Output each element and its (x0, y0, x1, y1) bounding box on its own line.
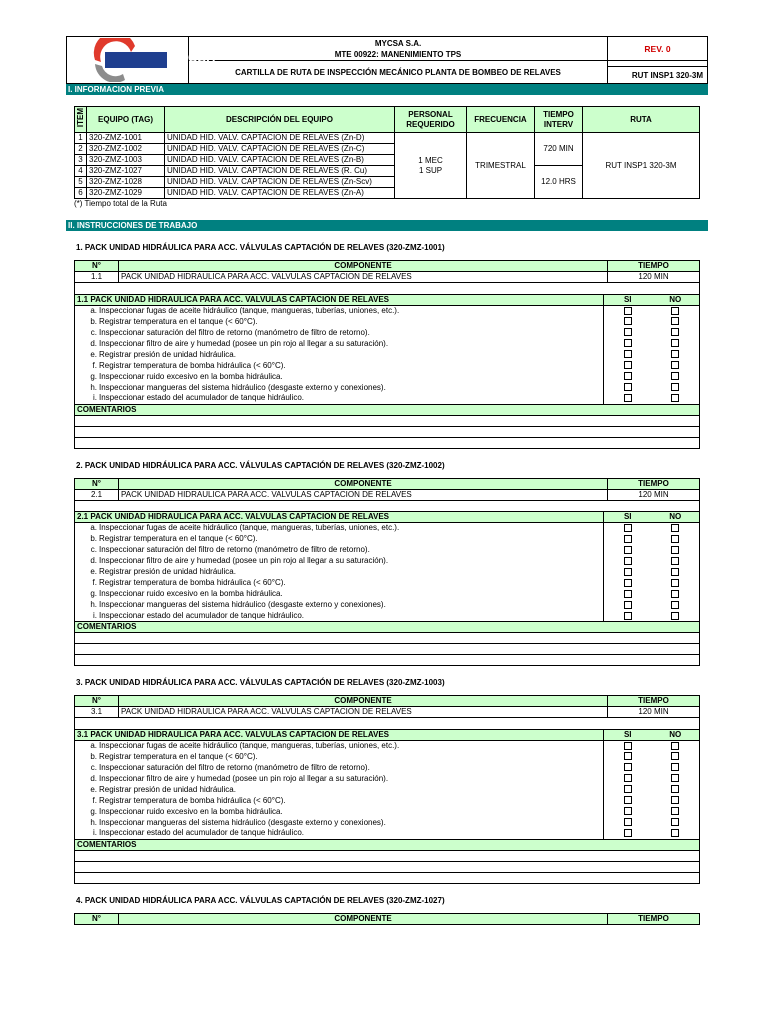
task-text: Registrar temperatura en el tanque (< 60°C). (99, 316, 258, 326)
yes-checkbox[interactable] (624, 535, 632, 543)
checklist-item (75, 600, 700, 611)
task-text: Inspeccionar saturación del filtro de retorno (manómetro de filtro de retorno). (99, 327, 370, 337)
checklist-item (75, 578, 700, 589)
checklist-item (75, 545, 700, 556)
yes-checkbox[interactable] (624, 763, 632, 771)
no-checkbox[interactable] (671, 524, 679, 532)
yes-checkbox[interactable] (624, 557, 632, 565)
task-letter: h. (90, 817, 97, 827)
checklist-item (75, 382, 700, 393)
col-time: TIEMPO INTERV (535, 107, 583, 133)
col-description: DESCRIPCIÓN DEL EQUIPO (165, 107, 395, 133)
task-letter: i. (93, 610, 97, 620)
no-checkbox[interactable] (671, 612, 679, 620)
document-header (66, 36, 708, 84)
task-letter: a. (90, 305, 97, 315)
task-text: Registrar temperatura de bomba hidráulica (< 60°C). (99, 578, 286, 587)
no-checkbox[interactable] (671, 774, 679, 782)
table-row: 6 320-ZMZ-1029 UNIDAD HID. VALV. CAPTACION DE RELAVES (Zn-A) (75, 188, 700, 199)
comment-line[interactable] (75, 633, 700, 644)
yes-checkbox[interactable] (624, 546, 632, 554)
comment-line[interactable] (75, 850, 700, 861)
table-row: 3.1 PACK UNIDAD HIDRAULICA PARA ACC. VALVULAS CAPTACION DE RELAVES 120 MIN (75, 707, 700, 718)
task-letter: c. (90, 762, 97, 772)
task-text: Registrar temperatura en el tanque (< 60°C). (99, 751, 258, 761)
task-letter: g. (90, 806, 97, 816)
route-value: RUT INSP1 320-3M (583, 133, 700, 199)
instruction-block (66, 449, 708, 667)
table-row: 3 320-ZMZ-1003 UNIDAD HID. VALV. CAPTACION DE RELAVES (Zn-B) (75, 155, 700, 166)
route-code: RUT INSP1 320-3M (631, 70, 703, 80)
checklist-item (75, 360, 700, 371)
checklist-table: 3.1 PACK UNIDAD HIDRAULICA PARA ACC. VALVULAS CAPTACION DE RELAVES SI NO a. Inspeccionar fugas de aceite hidráulico (tanque, mangueras, tuberías, uniones, etc.). b. Registrar temperatura en el tanque (< 60°C). c. Inspeccionar saturación del filtro de retorno (manómetro de filtro de retorno). d. Inspeccionar filtro de aire y humedad (posee un pin rojo al llegar a su saturación). e. Registrar presión de unidad hidráulica. f. Registrar temperatura de bomba hidráulica (< 60°C). g. Inspeccionar ruido excesivo en la bomba hidráulica. h. Inspeccionar mangueras del sistema hidráulico (desgaste externo y conexiones). i. Inspeccionar estado del acumulador de tanque hidráulico. COMENTARIOS (74, 729, 700, 884)
document-page (66, 36, 708, 925)
checklist-item (75, 795, 700, 806)
no-checkbox[interactable] (671, 590, 679, 598)
no-checkbox[interactable] (671, 742, 679, 750)
yes-checkbox[interactable] (624, 579, 632, 587)
comment-line[interactable] (75, 415, 700, 426)
instruction-blocks (66, 231, 708, 884)
block-title: 4. PACK UNIDAD HIDRÁULICA PARA ACC. VÁLVULAS CAPTACIÓN DE RELAVES (320-ZMZ-1027) (76, 895, 445, 905)
no-checkbox[interactable] (671, 383, 679, 391)
checklist-item (75, 556, 700, 567)
checklist-item (75, 338, 700, 349)
no-checkbox[interactable] (671, 568, 679, 576)
task-letter: g. (90, 589, 97, 598)
yes-checkbox[interactable] (624, 601, 632, 609)
col-item: ITEM (75, 108, 85, 128)
comments-label: COMENTARIOS (75, 839, 700, 850)
yes-checkbox[interactable] (624, 339, 632, 347)
yes-checkbox[interactable] (624, 829, 632, 837)
checklist-item (75, 762, 700, 773)
yes-checkbox[interactable] (624, 317, 632, 325)
task-letter: g. (90, 371, 97, 381)
task-text: Registrar presión de unidad hidráulica. (99, 784, 236, 794)
no-checkbox[interactable] (671, 339, 679, 347)
no-checkbox[interactable] (671, 361, 679, 369)
task-letter: i. (93, 393, 97, 403)
section-info-band: I. INFORMACION PREVIA (66, 84, 708, 95)
col-route: RUTA (583, 107, 700, 133)
checklist-item (75, 523, 700, 534)
table-row: 2 320-ZMZ-1002 UNIDAD HID. VALV. CAPTACION DE RELAVES (Zn-C) (75, 144, 700, 155)
yes-checkbox[interactable] (624, 742, 632, 750)
comment-line[interactable] (75, 655, 700, 666)
checklist-item (75, 327, 700, 338)
block-title: 1. PACK UNIDAD HIDRÁULICA PARA ACC. VÁLVULAS CAPTACIÓN DE RELAVES (320-ZMZ-1001) (76, 243, 445, 252)
comment-line[interactable] (75, 872, 700, 883)
component-table: N° COMPONENTE TIEMPO (74, 913, 700, 925)
task-text: Inspeccionar ruido excesivo en la bomba hidráulica. (99, 371, 283, 381)
checklist-item (75, 371, 700, 382)
document-code: MTE 00922: MANENIMIENTO TPS (334, 50, 462, 59)
task-text: Inspeccionar fugas de aceite hidráulico (tanque, mangueras, tuberías, uniones, etc.). (99, 740, 400, 750)
task-text: Inspeccionar ruido excesivo en la bomba hidráulica. (99, 806, 283, 816)
task-text: Inspeccionar estado del acumulador de tanque hidráulico. (99, 393, 305, 403)
no-checkbox[interactable] (671, 350, 679, 358)
no-checkbox[interactable] (671, 328, 679, 336)
yes-checkbox[interactable] (624, 394, 632, 402)
block-title: 2. PACK UNIDAD HIDRÁULICA PARA ACC. VÁLVULAS CAPTACIÓN DE RELAVES (320-ZMZ-1002) (76, 460, 445, 470)
no-checkbox[interactable] (671, 807, 679, 815)
task-text: Inspeccionar ruido excesivo en la bomba hidráulica. (99, 589, 283, 598)
yes-checkbox[interactable] (624, 612, 632, 620)
block-title: 3. PACK UNIDAD HIDRÁULICA PARA ACC. VÁLVULAS CAPTACIÓN DE RELAVES (320-ZMZ-1003) (76, 678, 445, 687)
task-letter: a. (90, 523, 97, 533)
yes-checkbox[interactable] (624, 785, 632, 793)
no-checkbox[interactable] (671, 752, 679, 760)
task-letter: f. (92, 360, 97, 370)
component-table: N° COMPONENTE TIEMPO 2.1 PACK UNIDAD HIDRAULICA PARA ACC. VALVULAS CAPTACION DE RELAVES 120 MIN 2.1 PACK UNIDAD HIDRAULICA PARA ACC. VALVULAS CAPTACION DE RELAVES SI NO a. Inspeccionar fugas de aceite hidráulico (tanque, mangueras, tuberías, uniones, etc.). b. Registrar temperatura en el tanque (< 60°C). c. Inspeccionar saturación del filtro de retorno (manómetro de filtro de retorno). d. Inspeccionar filtro de aire y humedad (posee un pin rojo al llegar a su saturación). e. Registrar presión de unidad hidráulica. f. Registrar temperatura de bomba hidráulica (< 60°C). g. Inspeccionar ruido excesivo en la bomba hidráulica. h. Inspeccionar mangueras del sistema hidráulico (desgaste externo y conexiones). i. Inspeccionar estado del acumulador de tanque hidráulico. COMENTARIOS (74, 478, 700, 667)
yes-checkbox[interactable] (624, 796, 632, 804)
no-checkbox[interactable] (671, 763, 679, 771)
checklist-item (75, 534, 700, 545)
task-text: Inspeccionar saturación del filtro de retorno (manómetro de filtro de retorno). (99, 762, 370, 772)
yes-checkbox[interactable] (624, 568, 632, 576)
task-text: Inspeccionar filtro de aire y humedad (posee un pin rojo al llegar a su saturación). (99, 773, 389, 783)
section-instructions-band: II. INSTRUCCIONES DE TRABAJO (66, 220, 708, 231)
no-checkbox[interactable] (671, 829, 679, 837)
task-text: Inspeccionar fugas de aceite hidráulico (tanque, mangueras, tuberías, uniones, etc.). (99, 523, 400, 533)
task-letter: i. (93, 828, 97, 838)
task-text: Inspeccionar mangueras del sistema hidráulico (desgaste externo y conexiones). (99, 600, 386, 609)
no-checkbox[interactable] (671, 307, 679, 315)
task-text: Inspeccionar saturación del filtro de retorno (manómetro de filtro de retorno). (99, 545, 370, 554)
task-letter: e. (90, 567, 97, 576)
task-letter: d. (90, 338, 97, 348)
no-checkbox[interactable] (671, 394, 679, 402)
no-checkbox[interactable] (671, 796, 679, 804)
task-letter: c. (90, 327, 97, 337)
checklist-item (75, 740, 700, 751)
no-checkbox[interactable] (671, 601, 679, 609)
no-checkbox[interactable] (671, 546, 679, 554)
frequency-value: TRIMESTRAL (467, 133, 535, 199)
task-text: Inspeccionar mangueras del sistema hidráulico (desgaste externo y conexiones). (99, 382, 386, 392)
no-checkbox[interactable] (671, 317, 679, 325)
component-table: N° COMPONENTE TIEMPO 1.1 PACK UNIDAD HIDRAULICA PARA ACC. VALVULAS CAPTACION DE RELAVES 120 MIN 1.1 PACK UNIDAD HIDRAULICA PARA ACC. VALVULAS CAPTACION DE RELAVES SI NO a. Inspeccionar fugas de aceite hidráulico (tanque, mangueras, tuberías, uniones, etc.). b. Registrar temperatura en el tanque (< 60°C). c. Inspeccionar saturación del filtro de retorno (manómetro de filtro de retorno). d. Inspeccionar filtro de aire y humedad (posee un pin rojo al llegar a su saturación). e. Registrar presión de unidad hidráulica. f. Registrar temperatura de bomba hidráulica (< 60°C). g. Inspeccionar ruido excesivo en la bomba hidráulica. h. Inspeccionar mangueras del sistema hidráulico (desgaste externo y conexiones). i. Inspeccionar estado del acumulador de tanque hidráulico. COMENTARIOS (74, 260, 700, 449)
task-letter: b. (90, 316, 97, 326)
task-text: Inspeccionar filtro de aire y humedad (posee un pin rojo al llegar a su saturación). (99, 556, 389, 565)
yes-checkbox[interactable] (624, 807, 632, 815)
yes-checkbox[interactable] (624, 328, 632, 336)
task-letter: f. (92, 578, 97, 587)
document-title: CARTILLA DE RUTA DE INSPECCIÓN MECÁNICO PLANTA DE BOMBEO DE RELAVES (235, 67, 561, 77)
task-text: Registrar temperatura de bomba hidráulica (< 60°C). (99, 360, 286, 370)
yes-checkbox[interactable] (624, 590, 632, 598)
col-tag: EQUIPO (TAG) (87, 107, 165, 133)
total-time-note: (*) Tiempo total de la Ruta (74, 199, 167, 208)
checklist-table: 2.1 PACK UNIDAD HIDRAULICA PARA ACC. VALVULAS CAPTACION DE RELAVES SI NO a. Inspeccionar fugas de aceite hidráulico (tanque, mangueras, tuberías, uniones, etc.). b. Registrar temperatura en el tanque (< 60°C). c. Inspeccionar saturación del filtro de retorno (manómetro de filtro de retorno). d. Inspeccionar filtro de aire y humedad (posee un pin rojo al llegar a su saturación). e. Registrar presión de unidad hidráulica. f. Registrar temperatura de bomba hidráulica (< 60°C). g. Inspeccionar ruido excesivo en la bomba hidráulica. h. Inspeccionar mangueras del sistema hidráulico (desgaste externo y conexiones). i. Inspeccionar estado del acumulador de tanque hidráulico. COMENTARIOS (74, 511, 700, 666)
table-row: 1 320-ZMZ-1001 UNIDAD HID. VALV. CAPTACION DE RELAVES (Zn-D) 1 MEC 1 SUP TRIMESTRAL 720 MIN RUT INSP1 320-3M (75, 133, 700, 144)
equipment-info-table (74, 106, 700, 199)
table-row: 5 320-ZMZ-1028 UNIDAD HID. VALV. CAPTACION DE RELAVES (Zn-Scv) (75, 177, 700, 188)
comments-label: COMENTARIOS (75, 404, 700, 415)
comment-line[interactable] (75, 861, 700, 872)
task-text: Registrar temperatura en el tanque (< 60°C). (99, 534, 258, 543)
personal-required: 1 MEC 1 SUP (395, 133, 467, 199)
checklist-table: 1.1 PACK UNIDAD HIDRAULICA PARA ACC. VALVULAS CAPTACION DE RELAVES SI NO a. Inspeccionar fugas de aceite hidráulico (tanque, mangueras, tuberías, uniones, etc.). b. Registrar temperatura en el tanque (< 60°C). c. Inspeccionar saturación del filtro de retorno (manómetro de filtro de retorno). d. Inspeccionar filtro de aire y humedad (posee un pin rojo al llegar a su saturación). e. Registrar presión de unidad hidráulica. f. Registrar temperatura de bomba hidráulica (< 60°C). g. Inspeccionar ruido excesivo en la bomba hidráulica. h. Inspeccionar mangueras del sistema hidráulico (desgaste externo y conexiones). i. Inspeccionar estado del acumulador de tanque hidráulico. COMENTARIOS (74, 294, 700, 449)
no-checkbox[interactable] (671, 818, 679, 826)
checklist-item (75, 567, 700, 578)
no-checkbox[interactable] (671, 579, 679, 587)
comment-line[interactable] (75, 644, 700, 655)
comments-label: COMENTARIOS (75, 622, 700, 633)
task-letter: f. (92, 795, 97, 805)
task-letter: c. (90, 545, 97, 554)
checklist-item (75, 828, 700, 839)
comment-line[interactable] (75, 437, 700, 448)
yes-checkbox[interactable] (624, 350, 632, 358)
yes-checkbox[interactable] (624, 361, 632, 369)
checklist-item (75, 316, 700, 327)
task-letter: h. (90, 600, 97, 609)
checklist-item (75, 773, 700, 784)
table-row: 2.1 PACK UNIDAD HIDRAULICA PARA ACC. VALVULAS CAPTACION DE RELAVES 120 MIN (75, 489, 700, 500)
checklist-item (75, 806, 700, 817)
yes-checkbox[interactable] (624, 818, 632, 826)
yes-checkbox[interactable] (624, 383, 632, 391)
component-table: N° COMPONENTE TIEMPO 3.1 PACK UNIDAD HIDRAULICA PARA ACC. VALVULAS CAPTACION DE RELAVES 120 MIN 3.1 PACK UNIDAD HIDRAULICA PARA ACC. VALVULAS CAPTACION DE RELAVES SI NO a. Inspeccionar fugas de aceite hidráulico (tanque, mangueras, tuberías, uniones, etc.). b. Registrar temperatura en el tanque (< 60°C). c. Inspeccionar saturación del filtro de retorno (manómetro de filtro de retorno). d. Inspeccionar filtro de aire y humedad (posee un pin rojo al llegar a su saturación). e. Registrar presión de unidad hidráulica. f. Registrar temperatura de bomba hidráulica (< 60°C). g. Inspeccionar ruido excesivo en la bomba hidráulica. h. Inspeccionar mangueras del sistema hidráulico (desgaste externo y conexiones). i. Inspeccionar estado del acumulador de tanque hidráulico. COMENTARIOS (74, 695, 700, 884)
company-logo (67, 37, 216, 83)
no-checkbox[interactable] (671, 785, 679, 793)
task-text: Registrar presión de unidad hidráulica. (99, 349, 236, 359)
task-letter: d. (90, 556, 97, 565)
time-hours: 12.0 HRS (535, 166, 583, 199)
checklist-item (75, 305, 700, 316)
company-name: MYCSA S.A. (374, 39, 422, 48)
task-letter: a. (90, 740, 97, 750)
no-checkbox[interactable] (671, 535, 679, 543)
checklist-item (75, 784, 700, 795)
task-text: Inspeccionar mangueras del sistema hidráulico (desgaste externo y conexiones). (99, 817, 386, 827)
checklist-item (75, 589, 700, 600)
instruction-block (66, 231, 708, 449)
task-letter: d. (90, 773, 97, 783)
checklist-item (75, 349, 700, 360)
comment-line[interactable] (75, 426, 700, 437)
col-personal: PERSONAL REQUERIDO (395, 107, 467, 133)
task-text: Inspeccionar estado del acumulador de tanque hidráulico. (99, 610, 305, 620)
yes-checkbox[interactable] (624, 774, 632, 782)
task-text: Registrar temperatura de bomba hidráulica (< 60°C). (99, 795, 286, 805)
task-letter: e. (90, 349, 97, 359)
checklist-item (75, 751, 700, 762)
task-letter: b. (90, 751, 97, 761)
yes-checkbox[interactable] (624, 307, 632, 315)
yes-checkbox[interactable] (624, 752, 632, 760)
task-text: Inspeccionar filtro de aire y humedad (posee un pin rojo al llegar a su saturación). (99, 338, 389, 348)
no-checkbox[interactable] (671, 557, 679, 565)
table-row: 4 320-ZMZ-1027 UNIDAD HID. VALV. CAPTACION DE RELAVES (R. Cu) 12.0 HRS (75, 166, 700, 177)
task-text: Registrar presión de unidad hidráulica. (99, 567, 236, 576)
task-text: Inspeccionar fugas de aceite hidráulico (tanque, mangueras, tuberías, uniones, etc.). (99, 305, 400, 315)
revision-label: REV. 0 (608, 37, 707, 61)
task-letter: h. (90, 382, 97, 392)
time-minutes: 720 MIN (535, 133, 583, 166)
no-checkbox[interactable] (671, 372, 679, 380)
col-frequency: FRECUENCIA (467, 107, 535, 133)
checklist-item (75, 611, 700, 622)
yes-checkbox[interactable] (624, 372, 632, 380)
task-letter: e. (90, 784, 97, 794)
checklist-item (75, 393, 700, 404)
logo-wordmark: MYCSA (168, 50, 216, 65)
task-text: Inspeccionar estado del acumulador de tanque hidráulico. (99, 828, 305, 838)
instruction-block (66, 666, 708, 884)
table-row: 1.1 PACK UNIDAD HIDRAULICA PARA ACC. VALVULAS CAPTACION DE RELAVES 120 MIN (75, 272, 700, 283)
yes-checkbox[interactable] (624, 524, 632, 532)
task-letter: b. (90, 534, 97, 543)
checklist-item (75, 817, 700, 828)
